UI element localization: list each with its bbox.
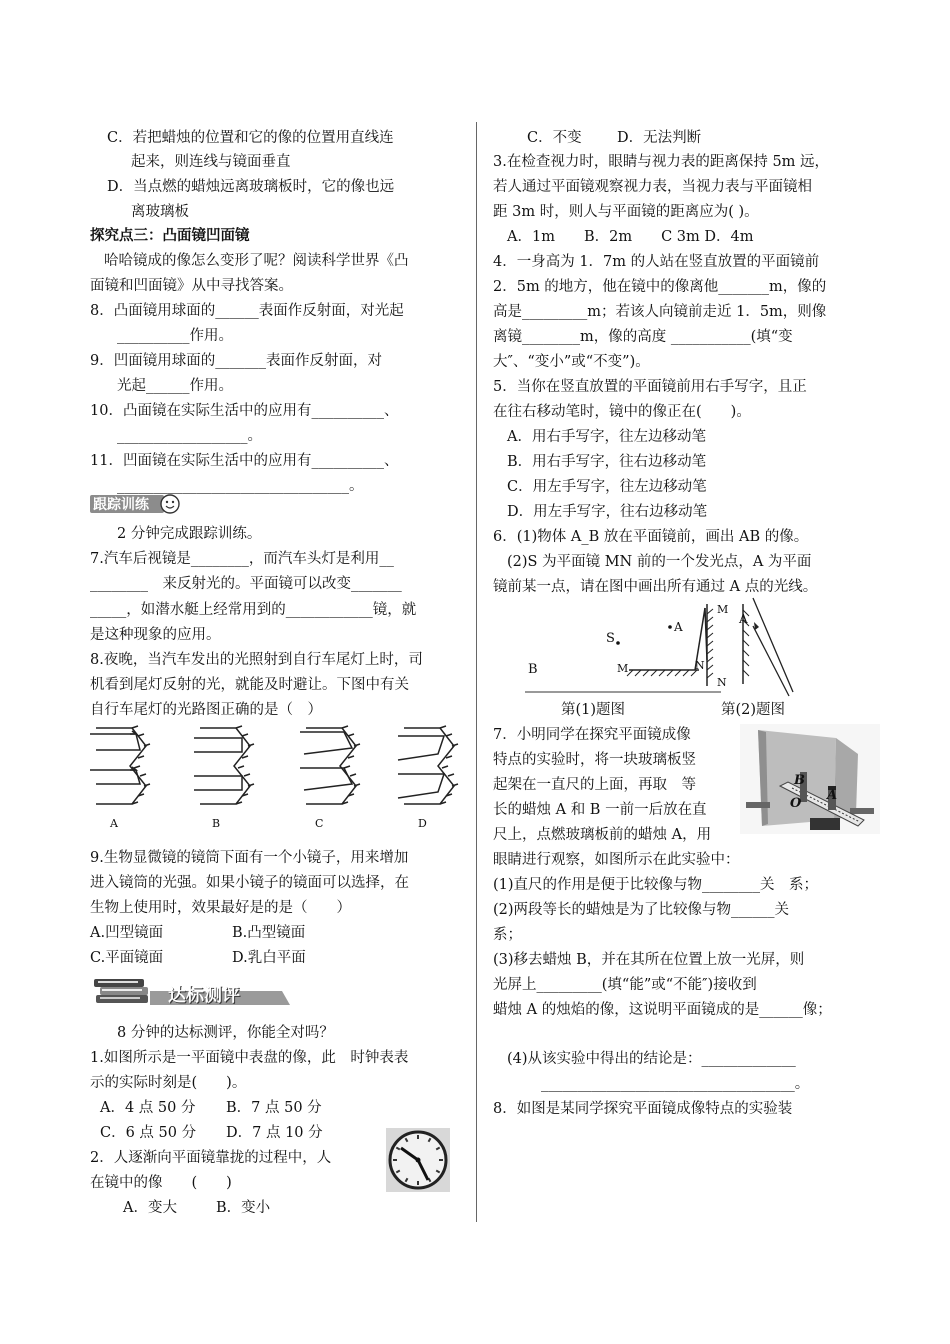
column-divider [476, 122, 477, 1222]
clock-figure [386, 1128, 450, 1192]
photo-label-b: B [794, 773, 805, 788]
q5: 5．当你在竖直放置的平面镜前用右手写字，且正 [493, 379, 807, 395]
q9-option-b: B.凸型镜面 [232, 925, 306, 941]
fig1-label-m: M [617, 662, 629, 675]
fig1-caption: 第(1)题图 [561, 702, 626, 718]
assess-q1-option-c: C．6 点 50 分 [100, 1125, 197, 1141]
experiment-photo [740, 724, 880, 834]
assessment-instruction: 8 分钟的达标测评，你能全对吗？ [117, 1025, 334, 1041]
track-q9-cont2: 生物上使用时，效果最好是的是（ ） [90, 900, 351, 916]
track-instruction: 2 分钟完成跟踪训练。 [117, 526, 262, 542]
q7-part4-cont: ___________________________________。 [541, 1076, 810, 1092]
fig2-label-m: M [717, 603, 729, 616]
intro-text-cont: 面镜和凹面镜》从中寻找答案。 [90, 278, 293, 294]
q7-part3-cont1: 光屏上_________(填“能”或“不能″)接收到 [493, 977, 757, 993]
q7-part3-cont2: 蜡烛 A 的烛焰的像，这说明平面镜成的是______像； [493, 1002, 832, 1018]
track-q8-cont1: 机看到尾灯反射的光，就能及时避让。下图中有关 [90, 677, 409, 693]
q6-part1: 6．(1)物体 A_B 放在平面镜前，画出 AB 的像。 [493, 529, 809, 545]
track-q9-cont1: 进入镜筒的光强。如果小镜子的镜面可以选择，在 [90, 875, 409, 891]
option-d-cont: 离玻璃板 [131, 204, 189, 220]
question-9-cont: 光起______作用。 [117, 378, 233, 394]
question-11: 11．凹面镜在实际生活中的应用有__________、 [90, 453, 399, 469]
q5-option-c: C．用左手写字，往左边移动笔 [507, 479, 707, 495]
q6-part2-cont: 镜前某一点，请在图中画出所有通过 A 点的光线。 [493, 579, 818, 595]
q5-cont: 在往右移动笔时，镜中的像正在( )。 [493, 404, 751, 420]
question-9: 9．凹面镜用球面的_______表面作反射面，对 [90, 353, 382, 369]
track-training-title: 跟踪训练 [93, 497, 149, 513]
q2-option-c: C．不变 [527, 130, 582, 146]
q4-cont4: 大″、“变小”或“不变”)。 [493, 354, 650, 370]
assess-q2-option-a: A．变大 [123, 1200, 177, 1216]
q9-option-d: D.乳白平面 [232, 950, 306, 966]
q9-option-c: C.平面镜面 [90, 950, 164, 966]
track-q8: 8.夜晚，当汽车发出的光照射到自行车尾灯上时，司 [90, 652, 423, 668]
fig1-label-n: N [695, 659, 705, 672]
taillight-d [398, 726, 458, 804]
taillight-a [90, 726, 150, 804]
smiley-icon [161, 495, 179, 513]
assess-q2-cont: 在镜中的像 ( ) [90, 1175, 232, 1191]
assess-q2-option-b: B．变小 [216, 1200, 271, 1216]
q2-option-d: D．无法判断 [617, 130, 702, 146]
fig2-label-n: N [717, 676, 727, 689]
fig-label-c: C [315, 817, 324, 830]
q8: 8．如图是某同学探究平面镜成像特点的实验装 [493, 1101, 793, 1117]
q5-option-b: B．用右手写字，往右边移动笔 [507, 454, 707, 470]
fig-label-d: D [418, 817, 427, 830]
q7-part1: (1)直尺的作用是便于比较像与物________关 系； [493, 877, 819, 893]
q3: 3.在检查视力时，眼睛与视力表的距离保持 5m 远， [493, 154, 830, 170]
assess-q1-option-a: A．4 点 50 分 [100, 1100, 196, 1116]
q7-part2-cont: 系； [493, 927, 522, 943]
track-training-header [90, 493, 180, 514]
option-d: D．当点燃的蜡烛远离玻璃板时，它的像也远 [107, 179, 395, 195]
mirror-figures [521, 600, 841, 695]
q7-cont1: 特点的实验时，将一块玻璃板竖 [493, 752, 696, 768]
q7-cont3: 长的蜡烛 A 和 B 一前一后放在直 [493, 802, 707, 818]
track-q7-cont1: ________ 来反射光的。平面镜可以改变_______ [90, 576, 402, 592]
assess-q1: 1.如图所示是一平面镜中表盘的像，此 时钟表表 [90, 1050, 409, 1066]
question-8-cont: __________作用。 [117, 328, 233, 344]
track-q9: 9.生物显微镜的镜筒下面有一个小镜子，用来增加 [90, 850, 409, 866]
question-8: 8．凸面镜用球面的______表面作反射面，对光起 [90, 303, 404, 319]
assess-q1-option-b: B．7 点 50 分 [226, 1100, 322, 1116]
assessment-header [92, 975, 292, 1011]
q7: 7．小明同学在探究平面镜成像 [493, 727, 691, 743]
taillight-figure [90, 724, 470, 834]
q7-cont5: 眼睛进行观察，如图所示在此实验中： [493, 852, 740, 868]
q4-cont3: 离镜________m，像的高度 ___________(填“变 [493, 329, 793, 345]
books-icon [94, 979, 148, 1003]
question-10-cont: __________________。 [117, 428, 262, 444]
section-heading: 探究点三：凸面镜凹面镜 [90, 227, 250, 244]
fig-label-a: A [110, 817, 118, 830]
q3-cont1: 若人通过平面镜观察视力表，当视力表与平面镜相 [493, 179, 812, 195]
q3-cont2: 距 3m 时，则人与平面镜的距离应为( )。 [493, 204, 759, 220]
q4: 4．一身高为 1．7m 的人站在竖直放置的平面镜前 [493, 254, 820, 270]
q7-cont2: 起架在一直尺的上面，再取 等 [493, 777, 696, 793]
option-c-cont: 起来，则连线与镜面垂直 [131, 154, 291, 170]
taillight-b [194, 726, 254, 804]
q4-cont1: 2．5m 的地方，他在镜中的像离他_______m，像的 [493, 279, 827, 295]
photo-label-a: A [827, 788, 838, 803]
q4-cont2: 高是_________m；若该人向镜前走近 1．5m，则像 [493, 304, 827, 320]
intro-text: 哈哈镜成的像怎么变形了呢？阅读科学世界《凸 [104, 253, 409, 269]
fig-label-b: B [212, 817, 221, 830]
track-q7-cont2: _____，如潜水艇上经常用到的____________镜，就 [90, 602, 417, 618]
assessment-title: 达标测评 [168, 985, 240, 1006]
q6-part2: (2)S 为平面镜 MN 前的一个发光点，A 为平面 [507, 554, 812, 570]
photo-label-o: O [790, 796, 802, 811]
q7-cont4: 尺上，点燃玻璃板前的蜡烛 A，用 [493, 827, 712, 843]
track-q7: 7.汽车后视镜是________，而汽车头灯是利用__ [90, 551, 394, 567]
option-c: C．若把蜡烛的位置和它的像的位置用直线连 [107, 130, 394, 146]
fig1-label-a: A [674, 620, 683, 634]
assess-q1-option-d: D．7 点 10 分 [226, 1125, 323, 1141]
fig1-label-b: B [528, 662, 538, 677]
question-10: 10．凸面镜在实际生活中的应用有__________、 [90, 403, 399, 419]
q9-option-a: A.凹型镜面 [90, 925, 164, 941]
question-11-cont: ________________________________。 [117, 478, 364, 494]
q7-part4: (4)从该实验中得出的结论是：_____________ [507, 1051, 796, 1067]
q5-option-d: D．用左手写字，往右边移动笔 [507, 504, 708, 520]
fig2-label-a: A [739, 612, 748, 626]
track-q7-cont3: 是这种现象的应用。 [90, 627, 221, 643]
taillight-c [300, 726, 360, 804]
q3-options: A．1m B．2m C 3m D．4m [507, 229, 754, 245]
fig2-caption: 第(2)题图 [721, 702, 786, 718]
figure-2 [743, 598, 793, 696]
q7-part2: (2)两段等长的蜡烛是为了比较像与物______关 [493, 902, 790, 918]
track-q8-cont2: 自行车尾灯的光路图正确的是（ ） [90, 702, 322, 718]
q7-part3: (3)移去蜡烛 B，并在其所在位置上放一光屏，则 [493, 952, 805, 968]
fig1-label-s: S [606, 631, 615, 646]
assess-q1-cont: 示的实际时刻是( )。 [90, 1075, 247, 1091]
assess-q2: 2．人逐渐向平面镜靠拢的过程中，人 [90, 1150, 332, 1166]
q5-option-a: A．用右手写字，往左边移动笔 [507, 429, 706, 445]
